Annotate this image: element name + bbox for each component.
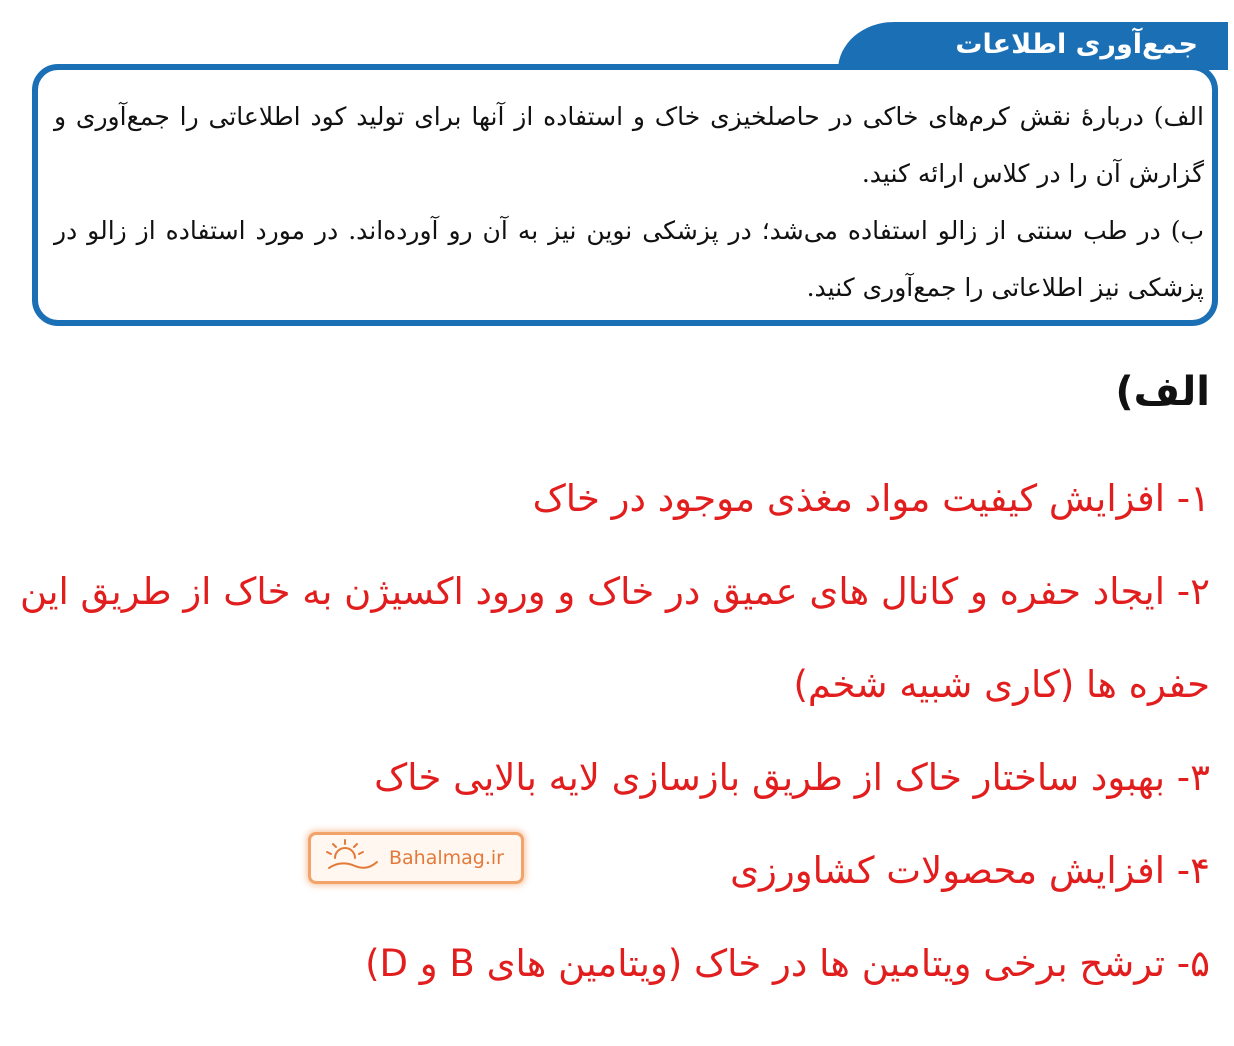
answer-item-2: ۲- ایجاد حفره و کانال های عمیق در خاک و ورود اکسیژن به خاک از طریق این حفره ها (کاری شبیه شخم) bbox=[20, 570, 1210, 706]
watermark-text: Bahalmag.ir bbox=[389, 847, 504, 869]
watermark-badge bbox=[308, 832, 524, 884]
answer-list bbox=[14, 452, 1210, 1010]
paragraph-b: ب) در طب سنتی از زالو استفاده می‌شد؛ در پزشکی نوین نیز به آن رو آورده‌اند. در مورد استفاده از زالو در پزشکی نیز اطلاعاتی را جمع‌آوری کنید. bbox=[54, 216, 1204, 302]
answer-item-1: ۱- افزایش کیفیت مواد مغذی موجود در خاک bbox=[532, 477, 1210, 520]
answer-item-5: ۵- ترشح برخی ویتامین ها در خاک (ویتامین های B و D) bbox=[365, 942, 1210, 985]
box-text bbox=[54, 88, 1204, 316]
sun-logo-icon bbox=[321, 838, 383, 878]
answer-item-4: ۴- افزایش محصولات کشاورزی bbox=[730, 849, 1210, 892]
box-title-tab bbox=[838, 22, 1228, 70]
box-title: جمع‌آوری اطلاعات bbox=[955, 29, 1198, 60]
answer-item-3: ۳- بهبود ساختار خاک از طریق بازسازی لایه بالایی خاک bbox=[374, 756, 1210, 799]
answer-heading: الف) bbox=[1115, 369, 1210, 415]
paragraph-a: الف) دربارهٔ نقش کرم‌های خاکی در حاصلخیزی خاک و استفاده از آنها برای تولید کود اطلاعاتی را جمع‌آوری و گزارش آن را در کلاس ارائه کنید. bbox=[54, 102, 1204, 188]
